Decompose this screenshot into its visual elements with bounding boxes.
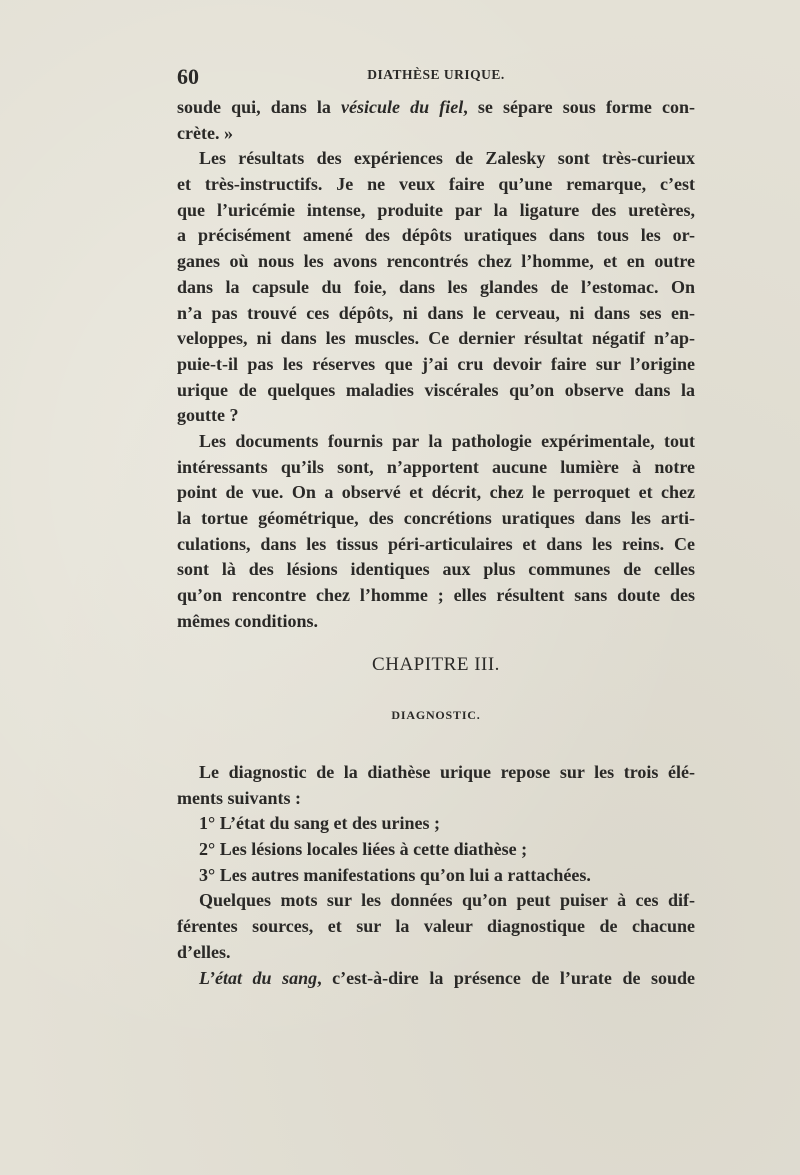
text-line: Les documents fournis par la pathologie expérimentale, tout	[199, 430, 695, 451]
text-line: goutte ?	[177, 405, 239, 426]
list-item: 3° Les autres manifestations qu’on lui a rattachées.	[199, 864, 591, 885]
text-line: ganes où nous les avons rencontrés chez l’homme, et en outre	[177, 251, 695, 272]
text-line: crète. »	[177, 122, 233, 143]
body-text-top	[177, 95, 695, 634]
text-line: point de vue. On a observé et décrit, chez le perroquet et chez	[177, 482, 695, 503]
text-line: qu’on rencontre chez l’homme ; elles résultent sans doute des	[177, 585, 695, 606]
text-line: d’elles.	[177, 941, 231, 962]
text-line: n’a pas trouvé ces dépôts, ni dans le cerveau, ni dans ses en-	[177, 302, 695, 323]
text-span: , c’est-à-dire la présence de l’urate de soude	[317, 967, 696, 988]
text-line: urique de quelques maladies viscérales qu’on observe dans la	[177, 379, 695, 400]
section-title: DIAGNOSTIC.	[391, 708, 481, 722]
text-line: a précisément amené des dépôts uratiques dans tous les or-	[177, 225, 695, 246]
chapter-title: CHAPITRE III.	[372, 654, 500, 675]
text-line: culations, dans les tissus péri-articulaires et dans les reins. Ce	[177, 533, 695, 554]
text-line	[177, 966, 695, 992]
text-line: mêmes conditions.	[177, 610, 318, 631]
list-item: 1° L’état du sang et des urines ;	[199, 813, 441, 834]
text-line: Les résultats des expériences de Zalesky sont très-curieux	[199, 148, 695, 169]
running-title: DIATHÈSE URIQUE.	[367, 67, 505, 82]
text-span: , se sépare sous forme con-	[463, 97, 695, 117]
text-line: que l’uricémie intense, produite par la ligature des uretères,	[177, 199, 695, 220]
running-head	[177, 64, 695, 88]
body-text-bottom	[177, 760, 695, 991]
text-line: et très-instructifs. Je ne veux faire qu’une remarque, c’est	[177, 174, 695, 195]
text-span: soude qui, dans la	[177, 97, 342, 117]
text-line: puie-t-il pas les réserves que j’ai cru devoir faire sur l’origine	[177, 353, 695, 374]
list-item: 2° Les lésions locales liées à cette diathèse ;	[199, 839, 528, 860]
text-line: la tortue géométrique, des concrétions uratiques dans les arti-	[177, 508, 695, 528]
text-line: veloppes, ni dans les muscles. Ce dernier résultat négatif n’ap-	[177, 328, 695, 349]
text-line: sont là des lésions identiques aux plus communes de celles	[177, 559, 695, 580]
text-line: intéressants qu’ils sont, n’apportent aucune lumière à notre	[177, 456, 695, 477]
italic-span: vésicule du fiel	[341, 97, 464, 117]
italic-span: L’état du sang	[199, 967, 318, 988]
text-line: dans la capsule du foie, dans les glandes de l’estomac. On	[177, 276, 695, 297]
text-line: ments suivants :	[177, 787, 302, 808]
page-number: 60	[177, 64, 199, 89]
text-line: férentes sources, et sur la valeur diagnostique de chacune	[177, 916, 695, 937]
text-line: Quelques mots sur les données qu’on peut puiser à ces dif-	[199, 890, 695, 911]
text-line	[177, 95, 695, 121]
text-line: Le diagnostic de la diathèse urique repose sur les trois élé-	[199, 762, 695, 782]
